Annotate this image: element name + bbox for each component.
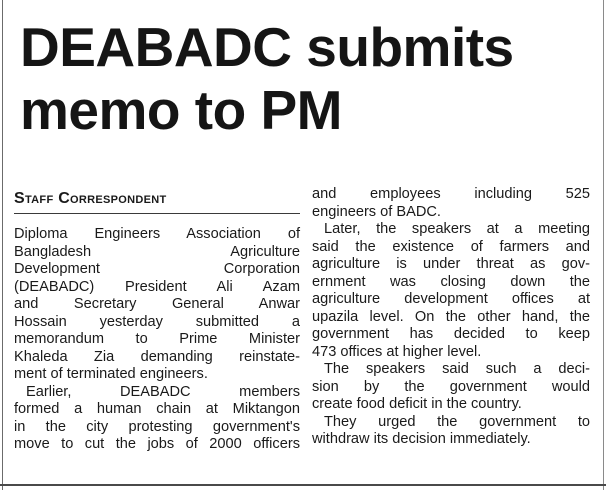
article-line: upazila level. On the other hand, the <box>312 308 590 325</box>
article-line: and employees including 525 <box>312 186 590 202</box>
headline-line: memo to PM <box>20 79 342 141</box>
byline-divider <box>14 213 300 214</box>
article-line: said the existence of farmers and <box>312 238 590 255</box>
article-line: Khaleda Zia demanding reinstate- <box>14 348 300 365</box>
left-column <box>14 226 300 454</box>
article-line: agriculture is under threat as gov- <box>312 256 590 272</box>
article-line: create food deficit in the country. <box>312 396 522 412</box>
article-line: memorandum to Prime Minister <box>14 331 300 347</box>
article-line: in the city protesting government's <box>14 418 300 435</box>
headline <box>20 16 600 142</box>
left-border-rule <box>2 0 3 490</box>
article-line: The speakers said such a deci- <box>324 361 590 377</box>
article-line: They urged the government to <box>324 413 590 430</box>
right-column <box>312 186 590 449</box>
article-line: Development Corporation <box>14 261 300 277</box>
article-line: agriculture development offices at <box>312 291 590 307</box>
article-line: formed a human chain at Miktangon <box>14 401 300 417</box>
article-line: Hossain yesterday submitted a <box>14 313 300 330</box>
article-line: Later, the speakers at a meeting <box>324 221 590 237</box>
bottom-border-rule <box>0 484 606 486</box>
article-line: move to cut the jobs of 2000 officers <box>14 436 300 452</box>
article-line: withdraw its decision immediately. <box>312 431 531 447</box>
article-line: and Secretary General Anwar <box>14 296 300 312</box>
article-line: engineers of BADC. <box>312 203 441 220</box>
article-line: Bangladesh Agriculture <box>14 243 300 260</box>
article-line: (DEABADC) President Ali Azam <box>14 278 300 295</box>
article-line: ment of terminated engineers. <box>14 366 208 382</box>
article-line: 473 offices at higher level. <box>312 343 482 360</box>
headline-line: DEABADC submits <box>20 16 514 78</box>
right-border-rule <box>603 0 604 490</box>
article-line: ernment was closing down the <box>312 273 590 290</box>
article-line: sion by the government would <box>312 378 590 395</box>
article-line: government has decided to keep <box>312 326 590 342</box>
article-line: Earlier, DEABADC members <box>26 383 300 400</box>
article-line: Diploma Engineers Association of <box>14 226 300 242</box>
byline: Staff Correspondent <box>14 190 167 207</box>
